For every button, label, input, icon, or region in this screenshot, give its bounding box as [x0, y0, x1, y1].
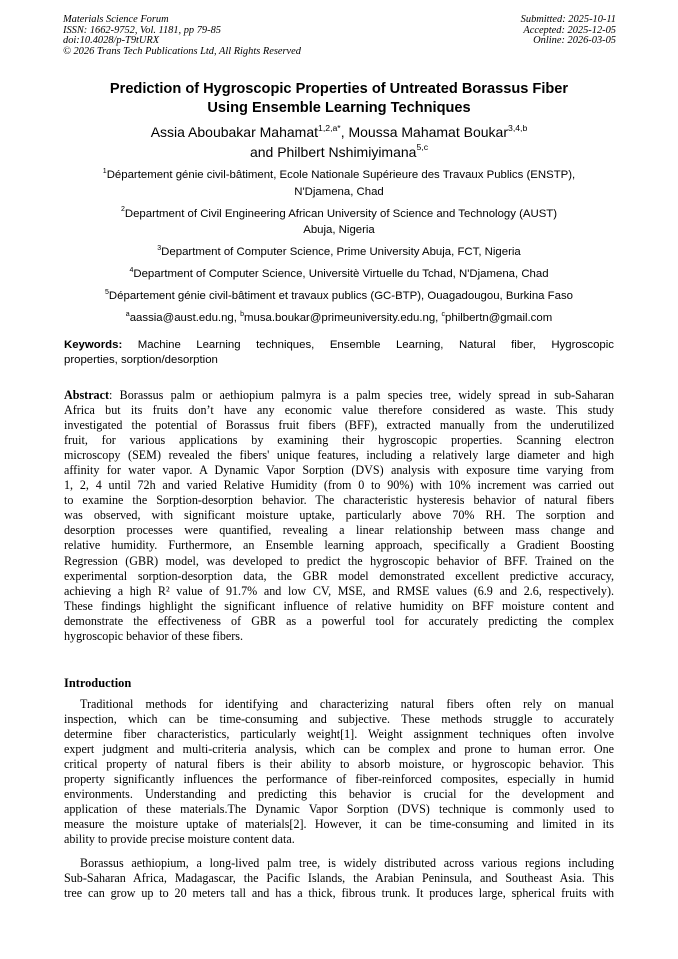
affiliation-text: Département génie civil-bâtiment, Ecole Nationale Supérieure des Travaux Publics (ENSTP),: [106, 169, 576, 181]
intro-line: inspection, which can be time-consuming and subjective. These methods struggle to accurately: [64, 712, 614, 727]
affiliation-line: [40, 266, 638, 283]
abstract-line: hygroscopic behavior of these fibers.: [64, 628, 243, 643]
author-separator: ,: [340, 124, 349, 140]
journal-name: Materials Science Forum: [63, 14, 169, 25]
affiliation-line: Abuja, Nigeria: [303, 224, 375, 237]
journal-doi[interactable]: doi:10.4028/p-T9tURX: [63, 35, 160, 47]
intro-line: determine fiber characteristics, particularly weight[1]. Weight assignment techniques often involve: [64, 727, 614, 742]
intro-paragraph: [64, 697, 614, 847]
affiliation-line: [40, 167, 638, 184]
abstract-line: relative humidity. Furthermore, an Ensemble learning approach, specifically a Gradient Boosting: [64, 538, 614, 553]
intro-line: Borassus aethiopium, a long-lived palm tree, is widely distributed across various regions including: [80, 856, 614, 870]
abstract-line: 1, 2, 4 until 72h and varied Relative Humidity (from 0 to 90%) with 10% increment was carried out: [64, 478, 614, 493]
abstract-line: microscopy (SEM) revealed the fibers' unique features, including a relatively large diameter and high: [64, 448, 614, 463]
email-link[interactable]: philbertn@gmail.com: [445, 312, 553, 325]
abstract-line: investigated the potential of Borassus fruit fibers (BFF), extracted manually from the underutilized: [64, 418, 614, 433]
paper-title: [40, 80, 638, 117]
affiliation-sup: 5: [105, 288, 109, 296]
intro-line: critical property of natural fibers is their ability to absorb moisture, or hygroscopic behavior. This: [64, 757, 614, 772]
journal-issn: ISSN: 1662-9752, Vol. 1181, pp 79-85: [63, 24, 221, 36]
abstract-line: Africa but its fruits don’t have any economic value therefore considered as waste. This study: [64, 403, 614, 418]
abstract-line: desorption processes were quantified, revealing a linear relationship between mass change and: [64, 523, 614, 538]
date-online: Online: 2026-03-05: [533, 35, 616, 47]
affiliation-sup: 2: [120, 206, 125, 214]
abstract-label: Abstract: [64, 388, 110, 402]
keywords-line: [64, 338, 614, 353]
author-emails: [40, 310, 638, 327]
affiliation: [40, 167, 638, 200]
intro-line: Sub-Saharan Africa, Madagascar, the Pacific Islands, the Arabian Peninsula, and Southeast Asia. This: [64, 871, 614, 886]
intro-line: ability to provide precise moisture content data.: [64, 832, 295, 847]
publication-dates: [521, 15, 616, 47]
abstract-block: [64, 388, 614, 644]
abstract-line: fruit, for various applications by examining their hygroscopic properties. Scanning electron: [64, 433, 614, 448]
email-link[interactable]: aassia@aust.edu.ng,: [129, 312, 241, 325]
affiliation-sup: 3: [157, 245, 162, 253]
intro-line: application of these materials.The Dynamic Vapor Sorption (DVS) technique is commonly used to: [64, 802, 614, 817]
keywords-block: [64, 338, 614, 368]
affiliation-list: [40, 167, 638, 332]
author-line: [40, 123, 638, 143]
section-heading-introduction: Introduction: [64, 676, 132, 690]
keywords-label: Keywords:: [64, 339, 123, 351]
abstract-text: : Borassus palm or aethiopium palmyra is a palm species tree, widely spread in sub-Saharan: [109, 388, 614, 402]
author-name: Philbert Nshimiyimana: [277, 143, 417, 160]
date-accepted: Accepted: 2025-12-05: [523, 24, 616, 36]
email-sup: b: [240, 310, 244, 318]
abstract-line: achieving a high R² value of 91.7% and low CV, MSE, and RMSE values (6.9 and 2.6, respectively).: [64, 583, 614, 598]
date-submitted: Submitted: 2025-10-11: [520, 14, 616, 25]
abstract-line: experimental sorption-desorption data, the GBR model demonstrated excellent predictive accuracy,: [64, 568, 614, 583]
abstract-line: [64, 388, 614, 403]
affiliation-line: [40, 288, 638, 305]
keywords-line: properties, sorption/desorption: [64, 354, 218, 366]
affiliation-sup: 4: [129, 267, 134, 274]
abstract-line: These findings highlight the significant influence of relative humidity on BFF moisture content and: [64, 598, 614, 613]
journal-info: [63, 15, 301, 57]
author-name: Assia Aboubakar Mahamat: [150, 124, 319, 140]
title-line: Using Ensemble Learning Techniques: [207, 99, 471, 116]
email-link[interactable]: musa.boukar@primeuniversity.edu.ng,: [244, 312, 442, 325]
affiliation-text: Department of Computer Science, Prime University Abuja, FCT, Nigeria: [161, 246, 521, 259]
affiliation-text: Department of Civil Engineering African University of Science and Technology (AUST): [124, 207, 558, 220]
affiliation: [40, 244, 638, 261]
affiliation: [40, 206, 638, 239]
intro-line: environments. Understanding and predicting this behavior is crucial for the development and: [64, 787, 614, 802]
intro-line: expert judgment and multi-criteria analysis, which can be complex and prone to human error. One: [64, 742, 614, 757]
author-affil-sup: 3,4,b: [508, 122, 528, 133]
affiliation-line: [40, 206, 638, 223]
affiliation-line: N'Djamena, Chad: [294, 185, 384, 198]
affiliation-sup: 1: [102, 167, 107, 175]
keywords-text: Machine Learning techniques, Ensemble Learning, Natural fiber, Hygroscopic: [122, 339, 614, 351]
author-line: [40, 143, 638, 163]
author-affil-sup: 5,c: [416, 142, 429, 153]
affiliation: [40, 266, 638, 283]
affiliation-text: Département génie civil-bâtiment et travaux publics (GC-BTP), Ouagadougou, Burkina Faso: [108, 290, 573, 303]
intro-line: measure the moisture uptake of materials[2]. However, it can be time-consuming and limited in its: [64, 817, 614, 832]
author-and: and: [249, 143, 278, 160]
author-name: Moussa Mahamat Boukar: [348, 124, 508, 140]
email-sup: a: [125, 310, 130, 318]
affiliation-line: [40, 244, 638, 261]
journal-copyright: © 2026 Trans Tech Publications Ltd, All Rights Reserved: [63, 45, 301, 57]
author-list: [40, 123, 638, 162]
abstract-line: was observed, with significant moisture uptake, particularly above 70% RH. The sorption and: [64, 508, 614, 523]
email-sup: c: [441, 310, 446, 318]
affiliation-text: Department of Computer Science, Universitè Virtuelle du Tchad, N'Djamena, Chad: [133, 268, 549, 281]
intro-line: tree can grow up to 20 meters tall and has a thick, fibrous trunk. It produces large, spherical fruits with: [64, 886, 614, 901]
intro-paragraph: [64, 856, 614, 901]
intro-line: property significantly influences the performance of fiber-reinforced composites, especially in humid: [64, 772, 614, 787]
affiliation: [40, 288, 638, 305]
abstract-line: affinity for water vapor. A Dynamic Vapor Sorption (DVS) analysis with exposure time varying from: [64, 463, 614, 478]
abstract-line: demonstrate the effectiveness of GBR as a powerful tool for accurately predicting the complex: [64, 613, 614, 628]
email-line: [40, 310, 638, 327]
title-line: Prediction of Hygroscopic Properties of Untreated Borassus Fiber: [109, 81, 569, 97]
abstract-line: to examine the Sorption-desorption behavior. The characteristic hysteresis behavior of natural fibers: [64, 493, 614, 508]
abstract-line: Regression (GBR) model, was developed to predict the hygroscopic behavior of BFF. Trained on the: [64, 553, 614, 568]
intro-line: Traditional methods for identifying and characterizing natural fibers often rely on manual: [80, 697, 614, 711]
author-affil-sup: 1,2,a*: [318, 122, 341, 133]
